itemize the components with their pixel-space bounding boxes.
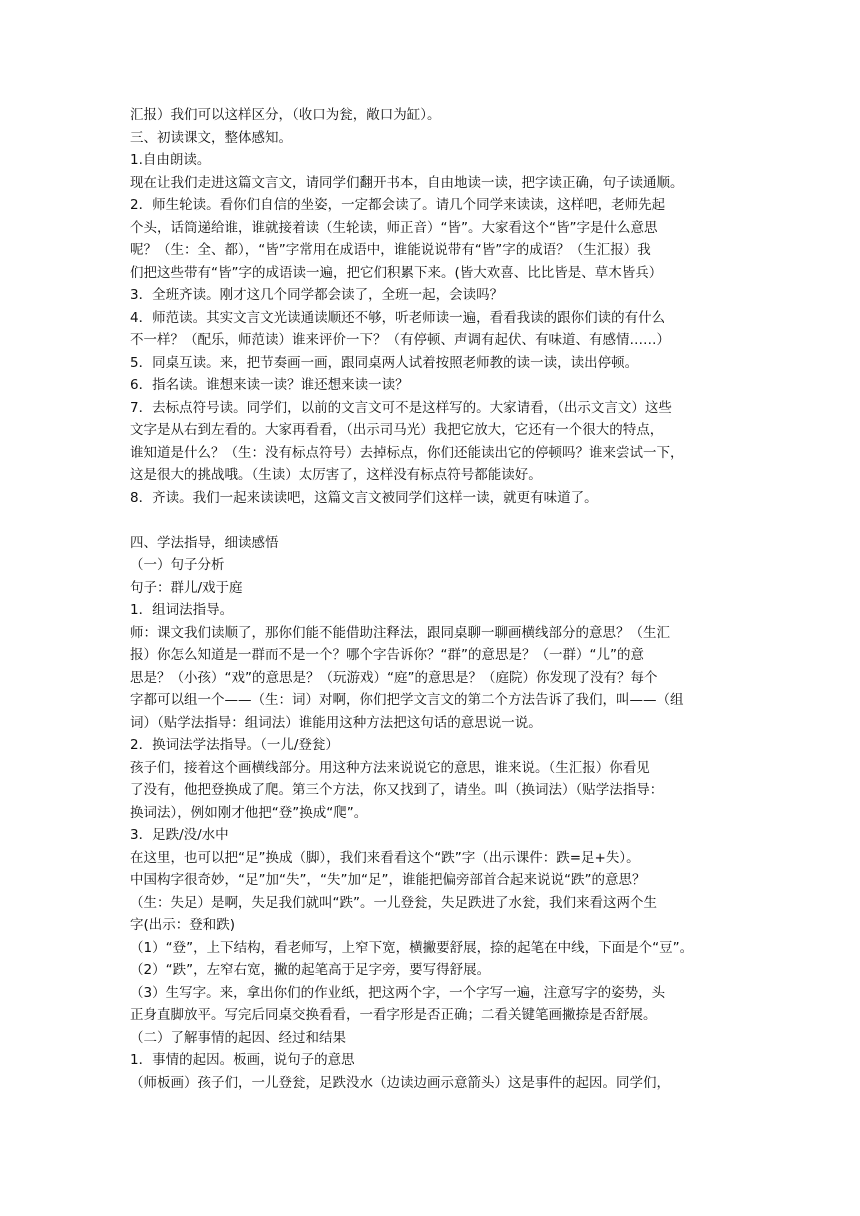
text-line: （师板画）孩子们，一儿登瓮，足跌没水（边读边画示意箭头）这是事件的起因。同学们， [130, 1074, 670, 1091]
text-line: 现在让我们走进这篇文言文，请同学们翻开书本，自由地读一读，把字读正确，句子读通顺。 [130, 174, 684, 191]
text-line: 字都可以组一个——（生：词）对啊，你们把学文言文的第二个方法告诉了我们，叫——（组 [130, 692, 684, 708]
text-line: 正身直脚放平。写完后同桌交换看看，一看字形是否正确；二看关键笔画撇捺是否舒展。 [130, 1007, 657, 1023]
text-line: 汇报）我们可以这样区分，（收口为瓮，敞口为缸）。 [130, 107, 441, 123]
text-line: 孩子们，接着这个画横线部分。用这种方法来说说它的意思，谁来说。（生汇报）你看见 [130, 759, 650, 776]
text-line: 中国构字很奇妙，“足”加“失”，“失”加“足”，谁能把偏旁部首合起来说说“跌”的意思？ [130, 872, 646, 888]
text-line: （3）生写字。来，拿出你们的作业纸，把这两个字，一个字写一遍，注意写字的姿势，头 [130, 984, 666, 1001]
text-line: 换词法），例如刚才他把“登”换成“爬”。 [130, 804, 368, 821]
text-line: 3．足跌/没/水中 [130, 827, 229, 843]
text-line: 文字是从右到左看的。大家再看看，（出示司马光）我把它放大，它还有一个很大的特点， [130, 422, 664, 438]
text-line: 呢？（生：全、都），“皆”字常用在成语中，谁能说说带有“皆”字的成语？（生汇报）我 [130, 242, 651, 258]
paragraph-block-bottom [130, 532, 732, 1095]
document-page [130, 104, 732, 1094]
text-line: 这是很大的挑战哦。（生读）太厉害了，这样没有标点符号都能读好。 [130, 467, 542, 483]
text-line: （2）“跌”，左窄右宽，撇的起笔高于足字旁，要写得舒展。 [130, 962, 491, 978]
text-line: 8．齐读。我们一起来读读吧，这篇文言文被同学们这样一读，就更有味道了。 [130, 489, 598, 506]
text-line: （生：失足）是啊，失足我们就叫“跌”。一儿登瓮，失足跌进了水瓮，我们来看这两个生 [130, 894, 657, 911]
text-line: 在这里，也可以把“足”换成（脚），我们来看看这个“跌”字（出示课件：跌=足+失）。 [130, 849, 640, 866]
text-line: 5．同桌互读。来，把节奏画一画，跟同桌两人试着按照老师教的读一读，读出停顿。 [130, 354, 639, 371]
text-line: 不一样？（配乐，师范读）谁来评价一下？（有停顿、声调有起伏、有味道、有感情……） [130, 332, 670, 348]
text-line: 2．师生轮读。看你们自信的坐姿，一定都会读了。请几个同学来读读，这样吧，老师先起 [130, 197, 666, 213]
text-line: 6．指名读。谁想来读一读？谁还想来读一读？ [130, 377, 409, 393]
text-line: 字(出示：登和跌) [130, 917, 236, 933]
text-line: 3．全班齐读。刚才这几个同学都会读了，全班一起，会读吗？ [130, 287, 504, 303]
text-line: 报）你怎么知道是一群而不是一个？哪个字告诉你？“群”的意思是？（一群）“儿”的意 [130, 647, 644, 663]
paragraph-block-top [130, 104, 732, 509]
text-line: 们把这些带有“皆”字的成语读一遍，把它们积累下来。(皆大欢喜、比比皆是、草木皆兵） [130, 264, 663, 281]
text-line: 三、初读课文，整体感知。 [130, 129, 292, 146]
text-line: 词）（贴学法指导：组词法）谁能用这种方法把这句话的意思说一说。 [130, 714, 542, 731]
text-line: 7．去标点符号读。同学们，以前的文言文可不是这样写的。大家请看，（出示文言文）这些 [130, 399, 672, 416]
text-line: （1）“登”，上下结构，看老师写，上窄下宽，横撇要舒展，捺的起笔在中线，下面是个“豆”。 [130, 939, 694, 956]
text-line: 句子：群儿/戏于庭 [130, 579, 243, 596]
text-line: 四、学法指导，细读感悟 [130, 534, 279, 551]
text-line: 谁知道是什么？（生：没有标点符号）去掉标点，你们还能读出它的停顿吗？谁来尝试一下， [130, 444, 684, 461]
text-line: 了没有，他把登换成了爬。第三个方法，你又找到了，请坐。叫（换词法）（贴学法指导： [130, 782, 664, 798]
text-line: 1.自由朗读。 [130, 152, 211, 168]
text-line: 1．事情的起因。板画，说句子的意思 [130, 1052, 355, 1068]
text-line: 个头，话筒递给谁，谁就接着读（生轮读，师正音）“皆”。大家看这个“皆”字是什么意思 [130, 219, 658, 236]
text-line: 思是？（小孩）“戏”的意思是？（玩游戏）“庭”的意思是？（庭院）你发现了没有？每个 [130, 669, 658, 686]
text-line: 4．师范读。其实文言文光读通读顺还不够，听老师读一遍，看看我读的跟你们读的有什么 [130, 309, 666, 326]
text-line: 1．组词法指导。 [130, 602, 234, 618]
blank-line [130, 509, 732, 532]
text-line: （二）了解事情的起因、经过和结果 [130, 1029, 346, 1046]
text-line: （一）句子分析 [130, 557, 225, 573]
text-line: 师：课文我们读顺了，那你们能不能借助注释法，跟同桌聊一聊画横线部分的意思？（生汇 [130, 624, 670, 641]
text-line: 2．换词法学法指导。（一儿/登瓮） [130, 737, 339, 753]
